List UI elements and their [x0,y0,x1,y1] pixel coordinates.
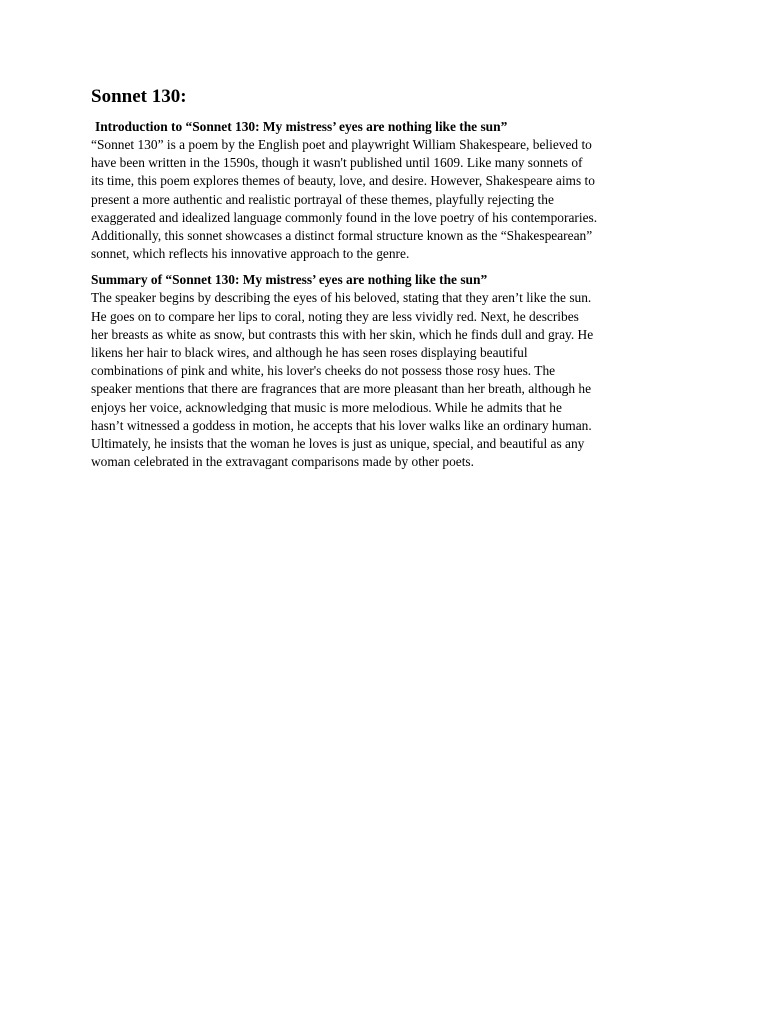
paragraph-line: Ultimately, he insists that the woman he loves is just as unique, special, and beautiful as any [91,436,585,452]
summary-section [91,271,681,471]
paragraph-line: “Sonnet 130” is a poem by the English poet and playwright William Shakespeare, believed to [91,137,592,152]
paragraph-line: He goes on to compare her lips to coral, noting they are less vividly red. Next, he describes [91,308,579,324]
paragraph-line: combinations of pink and white, his lover's cheeks do not possess those rosy hues. The [91,363,556,379]
summary-heading: Summary of “Sonnet 130: My mistress’ eyes are nothing like the sun” [91,272,488,288]
paragraph-line: sonnet, which reflects his innovative approach to the genre. [91,246,410,262]
introduction-section [91,118,681,263]
document-page [91,86,681,479]
introduction-heading: Introduction to “Sonnet 130: My mistress’ eyes are nothing like the sun” [95,119,508,134]
paragraph-line: likens her hair to black wires, and although he has seen roses displaying beautiful [91,345,528,361]
paragraph-line: its time, this poem explores themes of beauty, love, and desire. However, Shakespeare aims to [91,173,595,189]
paragraph-line: The speaker begins by describing the eyes of his beloved, stating that they aren’t like the sun. [91,290,592,306]
paragraph-line: woman celebrated in the extravagant comparisons made by other poets. [91,454,474,470]
paragraph-line: her breasts as white as snow, but contrasts this with her skin, which he finds dull and gray. He [91,326,594,342]
paragraph-line: speaker mentions that there are fragrances that are more pleasant than her breath, although he [91,381,592,397]
paragraph-line: enjoys her voice, acknowledging that music is more melodious. While he admits that he [91,399,562,415]
paragraph-line: present a more authentic and realistic portrayal of these themes, playfully rejecting the [91,191,554,207]
paragraph-line: have been written in the 1590s, though it wasn't published until 1609. Like many sonnets of [91,155,583,171]
paragraph-line: Additionally, this sonnet showcases a distinct formal structure known as the “Shakespearean” [91,228,593,244]
paragraph-line: exaggerated and idealized language commonly found in the love poetry of his contemporaries. [91,209,598,225]
document-title: Sonnet 130: [91,86,187,107]
introduction-paragraph [91,136,681,263]
paragraph-line: hasn’t witnessed a goddess in motion, he accepts that his lover walks like an ordinary human. [91,417,592,433]
summary-paragraph [91,289,681,471]
